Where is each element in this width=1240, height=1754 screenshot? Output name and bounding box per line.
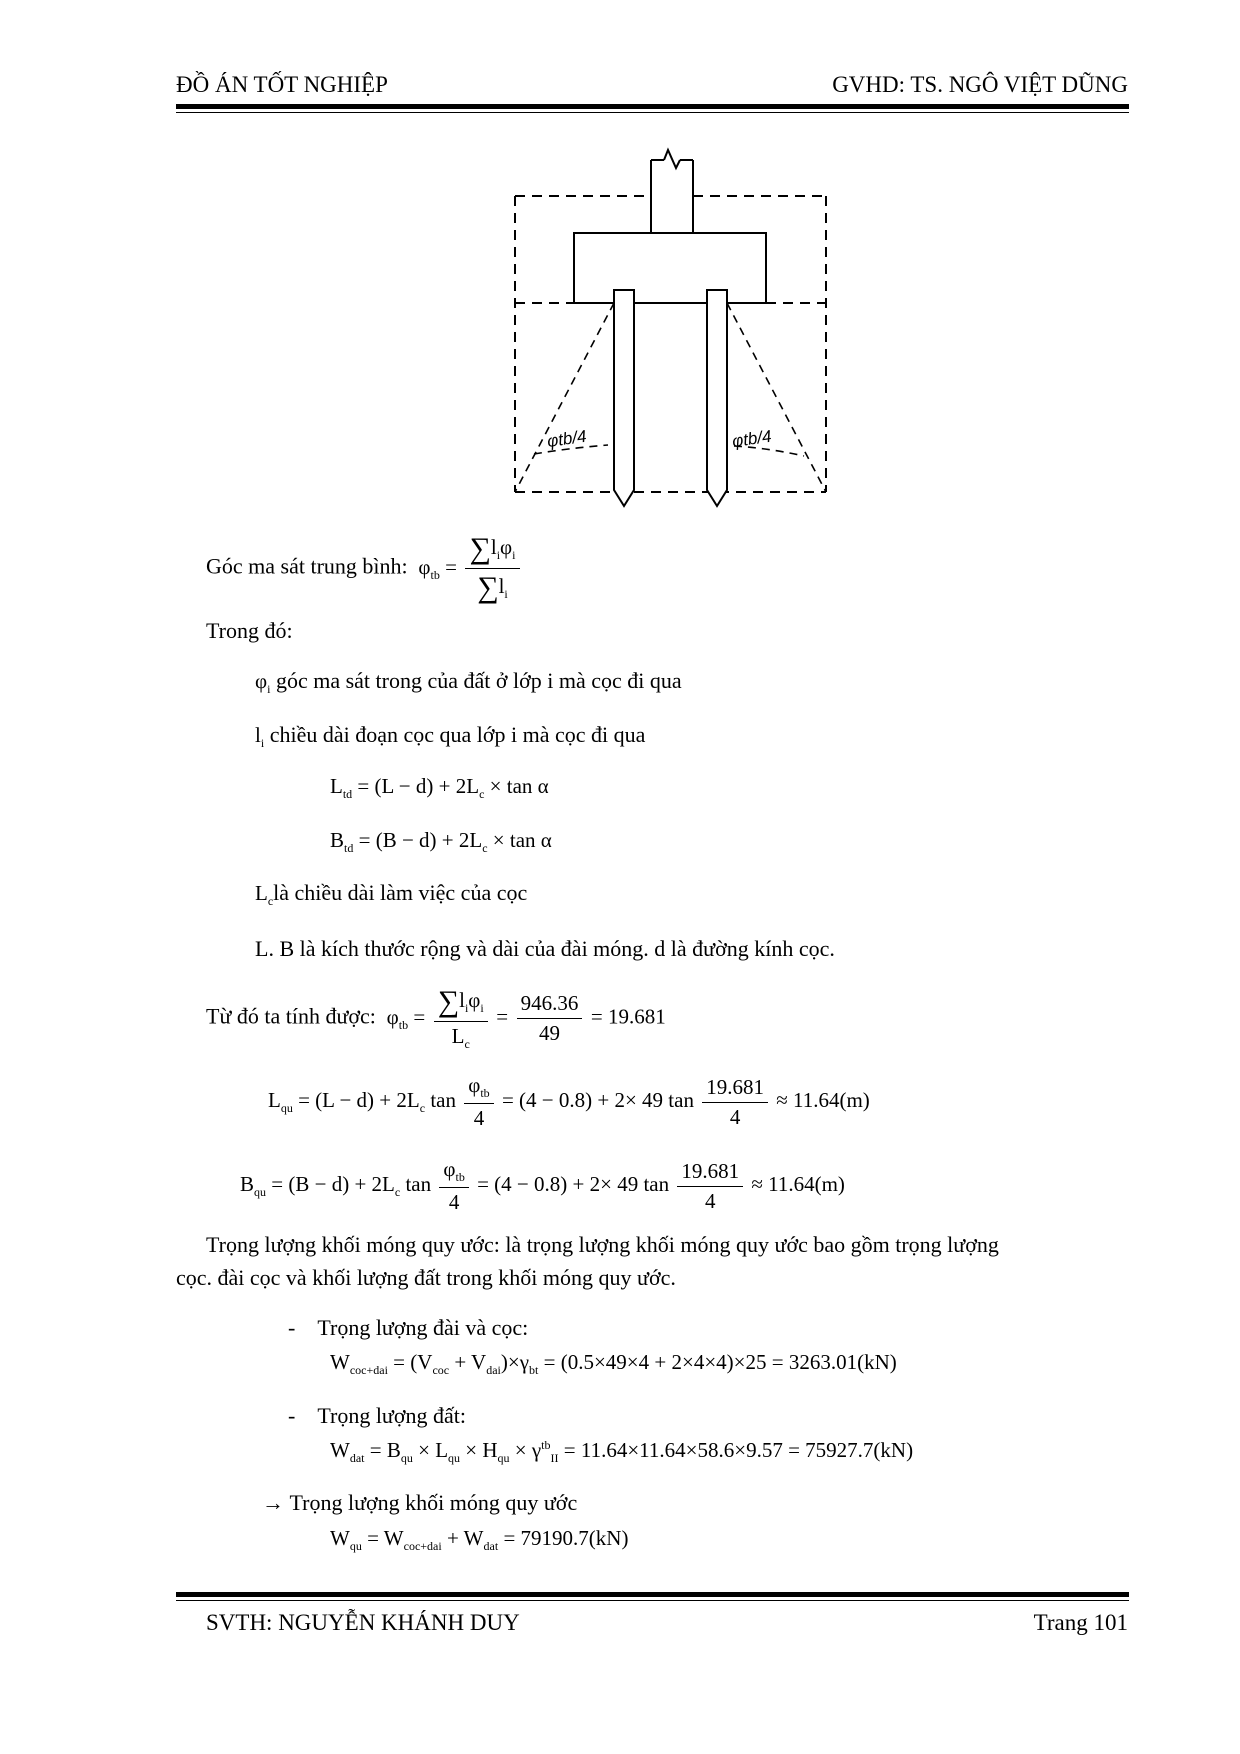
sum-value: 946.36	[517, 991, 583, 1019]
phi-tb-result: Từ đó ta tính được: $\varphi_{tb}$ = $\frac{\sum l_i\varphi_i}{L_c}$ = $\frac{946.36}{49}$ = 19.681	[206, 985, 666, 1052]
phi-result: 19.681	[607, 1004, 666, 1029]
w-dat-formula: $W_{dat} = B_{qu} \times L_{qu} \times H_{qu} \times \gamma^{tb}_{II} = 11.64\times 11.64\times 58.6\times 9.57 = 75927.7(kN)$	[330, 1438, 914, 1466]
w-coc-dai-expr: = (0.5×49×4 + 2×4×4)×25 = 3263.01(kN)	[543, 1350, 897, 1374]
footer-rule-thick	[176, 1592, 1129, 1597]
w-coc-dai-formula: $W_{coc+dai} = (V_{coc} + V_{dai})\times\gamma_{bt} = (0.5\times 49\times 4 + 2\times 4\times 4)\times 25 = 3263.01(kN)$	[330, 1350, 897, 1378]
right-arrow-icon: →	[262, 1490, 284, 1515]
bullet-1-label: Trọng lượng đài và cọc:	[317, 1315, 529, 1340]
btd-formula: $B_{td} = (B - d) + 2L_c \times \tan \alpha$	[330, 828, 552, 856]
goc-label: Góc ma sát trung bình:	[206, 553, 408, 579]
l-i-line: $l_i$ chiều dài đoạn cọc qua lớp i mà cọc đi qua	[255, 722, 646, 751]
lb-line: L. B là kích thước rộng và dài của đài móng. d là đường kính cọc.	[255, 936, 835, 961]
footer-left: SVTH: NGUYỄN KHÁNH DUY	[206, 1610, 520, 1635]
lc-value: 49	[538, 1021, 560, 1046]
lc-line: $L_clà$ chiều dài làm việc của cọc	[255, 880, 528, 909]
pile-cap	[574, 233, 766, 303]
trong-do: Trong đó:	[206, 618, 293, 643]
arrow-line	[262, 1490, 577, 1516]
ltd-formula: $L_{td} = (L - d) + 2L_c \times \tan \alpha$	[330, 774, 549, 802]
w-dat-expr: = 11.64×11.64×58.6×9.57 = 75927.7(kN)	[563, 1438, 914, 1462]
trong-luong-para-line2: cọc. đài cọc và khối lượng đất trong khối móng quy ước.	[176, 1265, 676, 1290]
footer-rule-thin	[176, 1600, 1129, 1601]
phi-i-line: $\varphi_i$ góc ma sát trong của đất ở lớp i mà cọc đi qua	[255, 668, 682, 697]
lqu-formula: $L_{qu} = (L - d) + 2L_c$ tan $\frac{\varphi_{tb}}{4}$ = (4 − 0.8) + 2× 49 tan $\frac{19.681}{4}$ ≈ 11.64(m)	[268, 1073, 870, 1131]
w-qu-expr: = 79190.7(kN)	[503, 1526, 629, 1550]
w-qu-formula: $W_{qu} = W_{coc+dai} + W_{dat} = 79190.7(kN)$	[330, 1526, 629, 1554]
bullet-1: - Trọng lượng đài và cọc:	[288, 1315, 529, 1340]
bullet-2-label: Trọng lượng đất:	[317, 1403, 466, 1428]
bqu-value: 11.64(m)	[768, 1171, 845, 1196]
pile-left	[614, 290, 634, 506]
trong-luong-para-line1: Trọng lượng khối móng quy ước: là trọng lượng khối móng quy ước bao gồm trọng lượng	[206, 1232, 999, 1257]
pile-foundation-diagram	[0, 0, 1240, 560]
arrow-label: Trọng lượng khối móng quy ước	[289, 1490, 578, 1515]
column-stub	[651, 150, 693, 233]
lc-desc: là chiều dài làm việc của cọc	[273, 880, 528, 905]
avg-friction-angle-formula: Góc ma sát trung bình: $\varphi_{tb}$ = $\frac{\sum l_i\varphi_i}{\sum l_i}$	[206, 532, 523, 605]
bullet-2: - Trọng lượng đất:	[288, 1403, 466, 1428]
header-left: ĐỒ ÁN TỐT NGHIỆP	[176, 72, 388, 97]
header-right: GVHD: TS. NGÔ VIỆT DŨNG	[832, 72, 1128, 97]
l-i-desc: chiều dài đoạn cọc qua lớp i mà cọc đi qua	[269, 722, 646, 747]
angle-label-right: φtb/4	[730, 426, 773, 451]
friction-spread-lines	[515, 303, 826, 492]
tu-do-label: Từ đó ta tính được:	[206, 1003, 376, 1029]
pile-right	[707, 290, 727, 506]
footer-page-number: Trang 101	[1033, 1610, 1128, 1635]
angle-label-left: φtb/4	[545, 426, 588, 451]
bqu-formula: $B_{qu} = (B - d) + 2L_c$ tan $\frac{\varphi_{tb}}{4}$ = (4 − 0.8) + 2× 49 tan $\frac{19.681}{4}$ ≈ 11.64(m)	[240, 1157, 845, 1215]
phi-i-desc: góc ma sát trong của đất ở lớp i mà cọc đi qua	[275, 668, 682, 693]
lqu-value: 11.64(m)	[792, 1087, 870, 1112]
